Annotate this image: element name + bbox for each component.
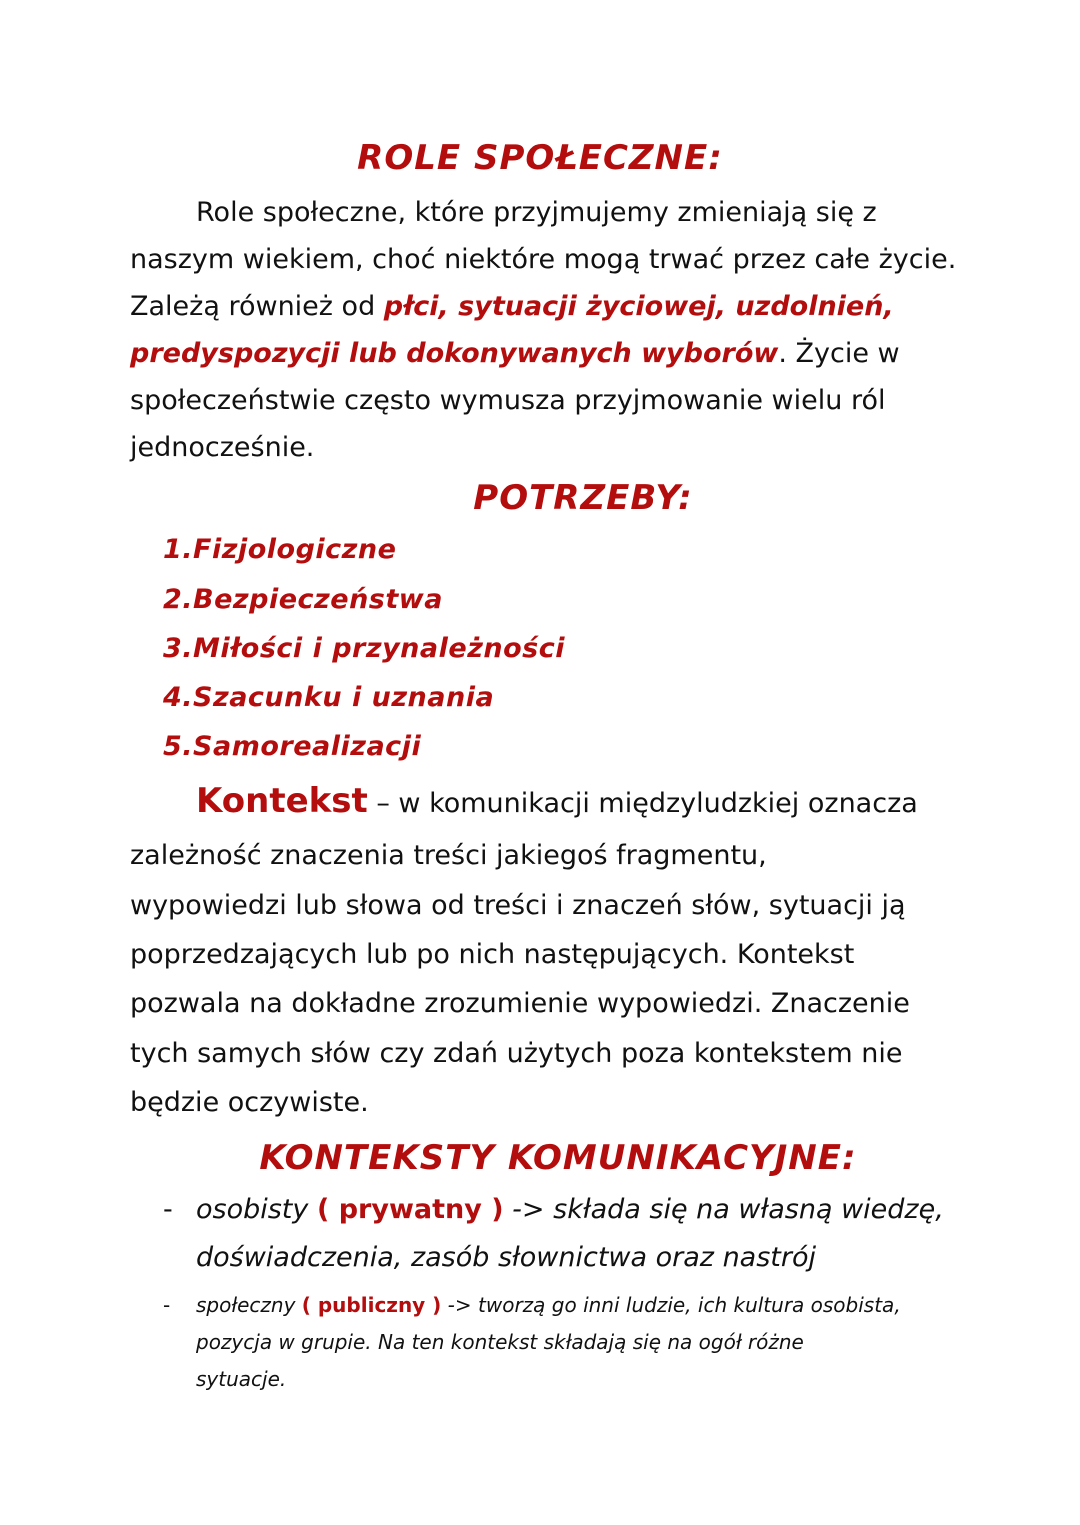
- personal-line-1: [196, 1194, 944, 1225]
- needs-item-2: 2.Bezpieczeństwa: [163, 584, 443, 615]
- context-line-1: [196, 781, 918, 821]
- needs-item-5: 5.Samorealizacji: [163, 731, 422, 762]
- roles-line-1: Role społeczne, które przyjmujemy zmieniają się z: [196, 197, 877, 228]
- roles-line-5: społeczeństwie często wymusza przyjmowanie wielu ról: [130, 385, 886, 416]
- personal-alias: ( prywatny ): [316, 1194, 504, 1225]
- roles-line-4-plain: . Życie w: [778, 338, 900, 369]
- context-line-1-rest: – w komunikacji międzyludzkiej oznacza: [367, 788, 918, 819]
- heading-roles: ROLE SPOŁECZNE:: [357, 138, 723, 178]
- context-line-7: będzie oczywiste.: [130, 1087, 369, 1118]
- personal-label: osobisty: [196, 1194, 317, 1225]
- context-line-3: wypowiedzi lub słowa od treści i znaczeń słów, sytuacji ją: [130, 890, 906, 921]
- roles-highlight-2: predyspozycji lub dokonywanych wyborów: [130, 338, 779, 369]
- needs-item-3: 3.Miłości i przynależności: [163, 633, 566, 664]
- social-line-2: pozycja w grupie. Na ten kontekst składają się na ogół różne: [196, 1330, 804, 1354]
- roles-line-4: [130, 337, 900, 371]
- personal-desc: -> składa się na własną wiedzę,: [503, 1194, 944, 1225]
- context-line-5: pozwala na dokładne zrozumienie wypowiedzi. Znaczenie: [130, 988, 910, 1019]
- bullet-dash-personal: -: [163, 1194, 173, 1225]
- roles-line-2: naszym wiekiem, choć niektóre mogą trwać przez całe życie.: [130, 244, 957, 275]
- context-term: Kontekst: [196, 781, 368, 821]
- social-alias: ( publiczny ): [301, 1293, 442, 1317]
- social-line-1: [196, 1293, 901, 1317]
- context-line-6: tych samych słów czy zdań użytych poza kontekstem nie: [130, 1038, 903, 1069]
- social-label: społeczny: [196, 1293, 302, 1317]
- roles-line-6: jednocześnie.: [130, 432, 315, 463]
- context-line-2: zależność znaczenia treści jakiegoś fragmentu,: [130, 840, 767, 871]
- roles-line-3: [130, 290, 894, 324]
- context-line-4: poprzedzających lub po nich następujących. Kontekst: [130, 939, 855, 970]
- heading-contexts: KONTEKSTY KOMUNIKACYJNE:: [259, 1138, 857, 1178]
- roles-highlight-1: płci, sytuacji życiowej, uzdolnień,: [383, 291, 894, 322]
- social-line-3: sytuacje.: [196, 1367, 287, 1391]
- social-desc: -> tworzą go inni ludzie, ich kultura osobista,: [441, 1293, 901, 1317]
- roles-line-3-plain: Zależą również od: [130, 291, 384, 322]
- needs-item-4: 4.Szacunku i uznania: [163, 682, 495, 713]
- bullet-dash-social: -: [163, 1293, 171, 1317]
- heading-needs: POTRZEBY:: [473, 478, 693, 518]
- personal-line-2: doświadczenia, zasób słownictwa oraz nastrój: [196, 1242, 816, 1273]
- needs-item-1: 1.Fizjologiczne: [163, 534, 397, 565]
